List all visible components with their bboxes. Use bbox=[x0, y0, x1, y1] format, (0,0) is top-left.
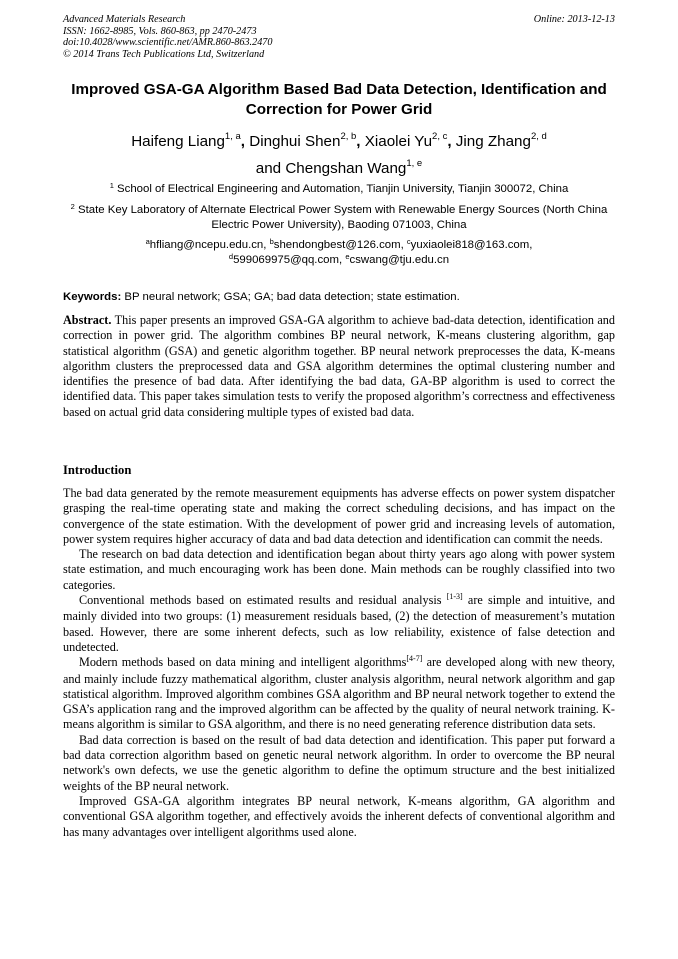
affiliation-2 bbox=[63, 203, 615, 232]
email-sup: a bbox=[145, 237, 150, 246]
author-list bbox=[63, 130, 615, 183]
email-address[interactable]: shendongbest@126.com, bbox=[273, 239, 407, 251]
email-address[interactable]: 599069975@qq.com, bbox=[233, 254, 346, 266]
author-sep: , bbox=[240, 133, 250, 150]
abstract-label: Abstract. bbox=[63, 313, 112, 327]
email-sup: b bbox=[269, 237, 274, 246]
email-address[interactable]: hfliang@ncepu.edu.cn, bbox=[149, 239, 270, 251]
author-sup: 2, c bbox=[432, 131, 448, 142]
email-address[interactable]: cswang@tju.edu.cn bbox=[349, 254, 450, 266]
paragraph: Bad data correction is based on the result of bad data detection and identification. This paper put forward a bad data correction algorithm based on genetic neural network algorithm. In order to overcome the BP neural network's own defects, we use the genetic algorithm to define the optimum structure and the best initialized weights of the BP neural network. bbox=[63, 732, 615, 793]
affiliation-text: School of Electrical Engineering and Automation, Tianjin University, Tianjin 300072, China bbox=[117, 183, 569, 195]
paragraph bbox=[63, 655, 615, 732]
email-sup: c bbox=[406, 237, 411, 246]
author-line-1 bbox=[63, 130, 615, 157]
paragraph-text: are developed along with new theory, and mainly include fuzzy mathematical algorithm, cluster analysis algorithm, neural network algorithm and gap statistical algorithm. Improved algorithm combines GSA algorithm and BP neural network together to extend the GSA’s application rang and the improved algorithm can be affected by the quality of neural network training. K-means algorithm is similar to GSA algorithm, and there is no need generating reference distribution data sets. bbox=[63, 655, 615, 732]
paragraph: The bad data generated by the remote measurement equipments has adverse effects on power system dispatcher grasping the real-time operating state and making the correct scheduling decisions, and has impact on the convergence of the state estimation. With the development of power grid and increasing levels of automation, power system requires higher accuracy of data and bad data detection and identification can commit the needs. bbox=[63, 486, 615, 546]
abstract bbox=[63, 313, 615, 420]
running-header bbox=[63, 14, 615, 60]
issn-line: ISSN: 1662-8985, Vols. 860-863, pp 2470-2473 bbox=[63, 25, 257, 37]
paragraph: Improved GSA-GA algorithm integrates BP neural network, K-means algorithm, GA algorithm and conventional GSA algorithm together, and effectively avoids the inherent defects of conventional algorithm and has many advantages over intelligent algorithms used alone. bbox=[63, 793, 615, 839]
paragraph-text: are simple and intuitive, and mainly divided into two groups: (1) measurement residuals based, (2) the detection of measurement’s mutation based. However, there are some inherent defects, such as low reliability, existence of false detection and undetected. bbox=[63, 593, 615, 654]
author-sup: 1, e bbox=[406, 157, 423, 169]
author-name: Xiaolei Yu bbox=[364, 133, 433, 150]
author-sup: 2, b bbox=[340, 131, 357, 142]
online-date: Online: 2013-12-13 bbox=[533, 14, 615, 25]
author-sup: 1, a bbox=[224, 131, 241, 142]
paragraph: The research on bad data detection and identification began about thirty years ago along with power system state estimation, and much encouraging work has been done. Main methods can be roughly classified into two categories. bbox=[63, 547, 615, 592]
author-sep: , bbox=[356, 133, 365, 150]
author-name: Haifeng Liang bbox=[131, 133, 225, 150]
author-sup: 2, d bbox=[530, 131, 547, 142]
author-line-2 bbox=[63, 157, 615, 184]
abstract-text: This paper presents an improved GSA-GA algorithm to achieve bad-data detection, identification and correction in power grid. The algorithm combines BP neural network, K-means clustering algorithm, gap statistical algorithm (GSA) and genetic algorithm together. BP neural network preprocesses the data, K-means algorithm clusters the preprocessed data and GSA algorithm determines the optimal clustering number and identifies the presence of bad data. After identifying the bad data, GA-BP algorithm is used to correct the identified data. This paper takes simulation tests to verify the proposed algorithm’s correctness and effectiveness based on actual grid data considering multiple types of existed bad data. bbox=[63, 313, 615, 419]
keywords-label: Keywords: bbox=[63, 291, 122, 303]
citation-ref: [4-7] bbox=[406, 654, 423, 664]
email-list bbox=[63, 238, 615, 268]
author-sep: , bbox=[447, 133, 456, 150]
affiliation-sup: 2 bbox=[70, 202, 75, 211]
copyright-line: © 2014 Trans Tech Publications Ltd, Switzerland bbox=[63, 48, 265, 60]
section-heading-introduction: Introduction bbox=[63, 463, 132, 477]
affiliations bbox=[63, 182, 615, 238]
email-sup: d bbox=[228, 252, 234, 261]
author-name: Dinghui Shen bbox=[249, 133, 341, 150]
affiliation-text: State Key Laboratory of Alternate Electrical Power System with Renewable Energy Sources (North China Electric Power University), Baoding 071003, China bbox=[78, 204, 608, 231]
author-name: Jing Zhang bbox=[455, 133, 531, 150]
keywords bbox=[63, 290, 615, 304]
author-name: Chengshan Wang bbox=[285, 159, 407, 177]
author-and: and bbox=[255, 159, 282, 177]
paper-title: Improved GSA-GA Algorithm Based Bad Data Detection, Identification and Correction for Power Grid bbox=[71, 81, 607, 118]
paragraph-text: Modern methods based on data mining and intelligent algorithms bbox=[79, 655, 407, 670]
citation-ref: [1-3] bbox=[446, 592, 463, 602]
email-address[interactable]: yuxiaolei818@163.com, bbox=[410, 239, 533, 251]
introduction-body bbox=[63, 486, 615, 840]
email-line-2 bbox=[63, 253, 615, 268]
paragraph-text: Conventional methods based on estimated results and residual analysis bbox=[79, 593, 447, 608]
paragraph bbox=[63, 593, 615, 655]
doi-line: doi:10.4028/www.scientific.net/AMR.860-863.2470 bbox=[63, 37, 273, 49]
journal-name: Advanced Materials Research bbox=[63, 14, 186, 25]
affiliation-sup: 1 bbox=[109, 181, 114, 190]
affiliation-1 bbox=[63, 182, 615, 197]
keywords-text: BP neural network; GSA; GA; bad data detection; state estimation. bbox=[124, 291, 460, 303]
email-sup: e bbox=[345, 252, 350, 261]
email-line-1 bbox=[63, 238, 615, 253]
